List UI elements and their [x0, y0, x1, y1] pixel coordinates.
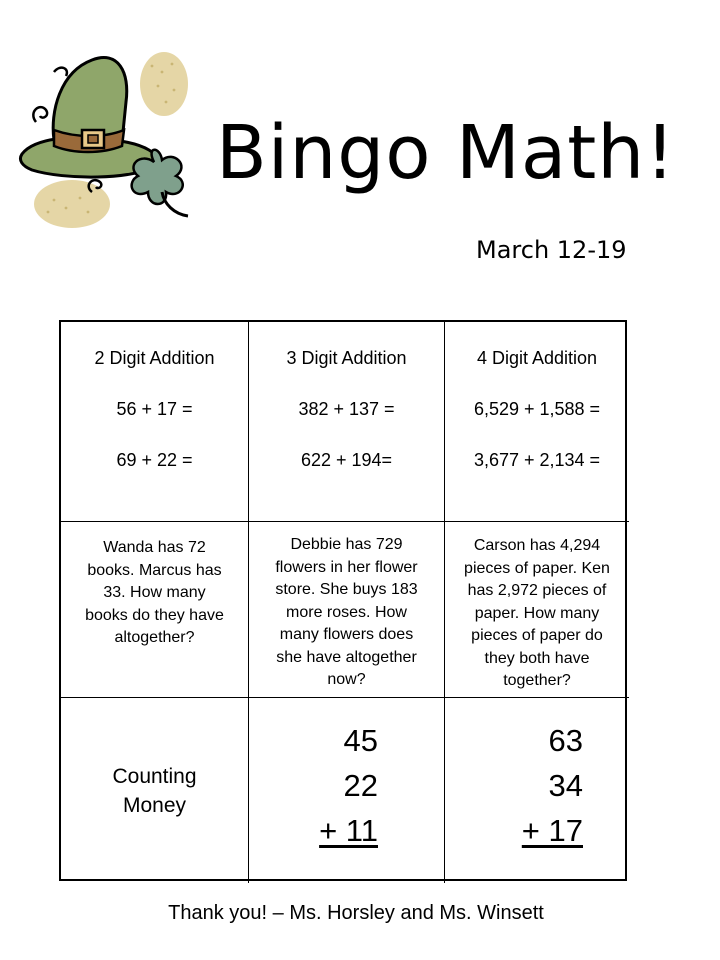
text-line: books do they have [85, 606, 224, 624]
text-line: flowers in her flower [275, 558, 418, 576]
text-line: pieces of paper. Ken [464, 559, 610, 577]
addend: 34 [548, 768, 583, 803]
bingo-grid [59, 320, 627, 881]
text-line: 33. How many [103, 584, 206, 601]
cell-3-digit-addition[interactable] [249, 322, 445, 522]
leprechaun-hat-shamrock-icon [14, 42, 204, 232]
text-line: now? [327, 671, 366, 688]
page-title: Bingo Math! [216, 110, 676, 196]
text-line: has 2,972 pieces of [467, 582, 607, 599]
text-line: store. She buys 183 [275, 581, 418, 598]
cell-word-problem-carson[interactable] [445, 522, 629, 698]
problem: 3,677 + 2,134 = [473, 450, 601, 470]
problem: 56 + 17 = [116, 399, 193, 419]
text-line: Debbie has 729 [290, 536, 403, 553]
problem: 6,529 + 1,588 = [473, 399, 601, 419]
text-line: she have altogether [276, 648, 417, 666]
date-range: March 12-19 [476, 236, 627, 264]
cell-heading: 2 Digit Addition [94, 348, 215, 368]
problem: 622 + 194= [300, 450, 393, 470]
text-line: Counting [112, 764, 197, 788]
addend-last: + 17 [521, 813, 583, 848]
cell-counting-money[interactable] [61, 698, 249, 883]
text-line: Carson has 4,294 [473, 537, 601, 554]
text-line: they both have [484, 649, 590, 667]
cell-4-digit-addition[interactable] [445, 322, 629, 522]
cell-vertical-addition-2[interactable] [445, 698, 629, 883]
problem: 382 + 137 = [298, 399, 395, 419]
footer-thanks: Thank you! – Ms. Horsley and Ms. Winsett [168, 902, 544, 924]
cell-heading: 3 Digit Addition [286, 348, 407, 368]
text-line: many flowers does [279, 626, 414, 643]
problem: 69 + 22 = [116, 450, 193, 470]
text-line: books. Marcus has [87, 561, 222, 579]
text-line: pieces of paper do [471, 627, 603, 644]
addend: 45 [343, 723, 378, 758]
cell-heading: 4 Digit Addition [476, 348, 598, 368]
vertical-problem [319, 718, 378, 853]
vertical-problem [522, 718, 583, 853]
addend: 63 [548, 723, 583, 758]
addend-last: + 11 [319, 813, 378, 848]
addend: 22 [343, 768, 378, 803]
text-line: Money [122, 793, 187, 817]
text-line: Wanda has 72 [103, 539, 206, 556]
text-line: altogether? [114, 629, 195, 646]
text-line: together? [503, 672, 571, 689]
cell-vertical-addition-1[interactable] [249, 698, 445, 883]
cell-2-digit-addition[interactable] [61, 322, 249, 522]
cell-word-problem-wanda[interactable] [61, 522, 249, 698]
text-line: paper. How many [474, 604, 600, 622]
cell-word-problem-debbie[interactable] [249, 522, 445, 698]
text-line: more roses. How [286, 603, 407, 621]
